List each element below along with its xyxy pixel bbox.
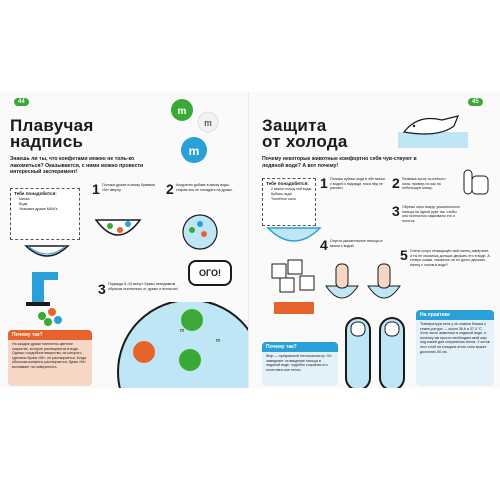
candies-top [160, 92, 250, 172]
step-text: Очень скоро незащищён-ный палец замёрзнет, и ты не сможешь дольше держать его в воде. А теперь скажи, сможешь ли ты долго держать палец с салом в воде? [410, 249, 490, 267]
svg-text:m: m [177, 106, 187, 117]
need-item: • Вода [19, 202, 76, 207]
step-text: Обрежь сало вокруг указательного пальца на одной руке так, чтобы оно полностью закрывало его и ноготок. [402, 205, 461, 223]
step-text: Опусти указательные пальцы в миски с водой. [330, 239, 383, 248]
practice-text: Температура тела у че-ловека близка к темпе-ратуре — около 36,6 и 37,0 °C. Хотя часть животных в ледяной воде, и поэтому им просто необходим свой жир под кожей для сохранения тепла. У китов этот слой на толщина этого слоя может достигать 50 см. [420, 322, 490, 354]
why-box-right [262, 342, 338, 386]
book-spread [0, 92, 500, 388]
needs-title: Тебе понадобятся: [14, 191, 57, 196]
step-number: 5 [400, 247, 408, 263]
svg-text:m: m [188, 144, 200, 158]
page-title-right [262, 118, 348, 150]
lead-text-left: Знаешь ли ты, что конфетами можно не толь-ко лакомиться? Оказывается, с ними можно провести интересный эксперимент! [10, 156, 144, 176]
why-text: На каждое драже нанесены цветное покрытие, которое растворяется в воде. Однако съедобное вещество, из которого сделаны буквы «M», не растворяется. Когда оболочка конфеты растворяется, буква «M» всплывает на поверхность. [12, 342, 87, 369]
bowls-row [90, 212, 240, 252]
step-number: 3 [98, 281, 106, 297]
speech-bubble: ОГО! [188, 260, 232, 286]
need-item: • Упаковка драже M&M's [19, 207, 76, 212]
faucet-bowl-illustration [12, 232, 82, 332]
step-number: 4 [320, 237, 328, 253]
need-item: • Топлёное сало [271, 197, 312, 202]
need-item: • Миска [19, 197, 76, 202]
svg-text:m: m [204, 118, 212, 128]
why-title: Почему так? [262, 342, 338, 352]
page-number-right: 45 [468, 98, 483, 106]
step-number: 2 [166, 181, 174, 197]
right-page [250, 92, 500, 388]
practice-box [416, 310, 494, 386]
svg-text:m: m [216, 338, 221, 344]
why-title: Почему так? [8, 330, 92, 340]
step-number: 2 [392, 175, 400, 191]
left-page [0, 92, 250, 388]
need-item: • Кубики льда [271, 192, 312, 197]
big-bowl-illustration [80, 302, 250, 388]
hands-in-bowls-illustration [324, 262, 404, 312]
svg-text:m: m [180, 328, 185, 334]
step-text: Положи драже в миску буквами «M» кверху. [102, 183, 155, 192]
needs-box-right [262, 178, 316, 226]
hand-illustration [458, 166, 494, 198]
page-title-left [10, 118, 94, 150]
step-text: Положи кубики льда в обе миски с водой и подожди, пока лёд не растает. [330, 177, 385, 191]
step-text: Размажь кусок то-плёного сала, пример-но как на небольшую миску. [402, 177, 446, 191]
page-number-left: 44 [14, 98, 29, 106]
ice-bowls-illustration [264, 224, 324, 324]
lead-text-right: Почему некоторые животные комфортно себя чув-ствуют в ледяной воде? А вот почему! [262, 156, 417, 169]
needs-title: Тебе понадобятся: [266, 181, 309, 186]
need-item: • 2 миски холод-ной воды [271, 187, 312, 192]
practice-title: На практике [416, 310, 494, 320]
title-line-1: Защита [262, 116, 327, 135]
whale-illustration [398, 108, 468, 148]
step-text: Подожди 5–10 минут. Буквы невидимым образом отклеились от драже и всплыли! [108, 282, 178, 291]
why-text: Жир — прекрасный теплоизолятор. Он замедляет охлаждение пальца в ледяной воде, подобно сохраняя его естествен-ное тепло. [266, 354, 332, 372]
title-line-1: Плавучая [10, 116, 94, 135]
step-text: Аккуратно добавь в миску воды, старая-ясь не попадать на драже. [176, 183, 234, 192]
fingers-illustration [342, 314, 410, 388]
why-box-left [8, 330, 92, 386]
title-line-2: надпись [10, 132, 84, 151]
step-number: 3 [392, 203, 400, 219]
title-line-2: от холода [262, 132, 348, 151]
step-number: 1 [92, 181, 100, 197]
step-number: 1 [320, 175, 328, 191]
